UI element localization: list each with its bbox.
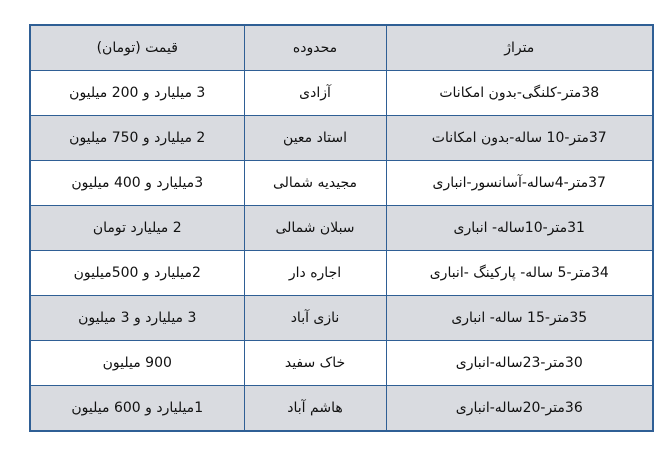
table-row xyxy=(30,206,653,251)
table-row xyxy=(30,296,653,341)
cell-gheymat: 3میلیارد و 400 میلیون xyxy=(30,161,244,206)
cell-mahdoode: مجیدیه شمالی xyxy=(244,161,386,206)
cell-metraj: 34متر-5 ساله- پارکینگ -انباری xyxy=(386,251,653,296)
cell-gheymat: 2 میلیارد تومان xyxy=(30,206,244,251)
cell-gheymat: 2 میلیارد و 750 میلیون xyxy=(30,116,244,161)
cell-metraj: 35متر-15 ساله- انباری xyxy=(386,296,653,341)
table-body xyxy=(30,71,653,432)
cell-gheymat: 900 میلیون xyxy=(30,341,244,386)
cell-mahdoode: سبلان شمالی xyxy=(244,206,386,251)
cell-metraj: 36متر-20ساله-انباری xyxy=(386,386,653,432)
cell-gheymat: 3 میلیارد و 3 میلیون xyxy=(30,296,244,341)
table-row xyxy=(30,71,653,116)
cell-mahdoode: آزادی xyxy=(244,71,386,116)
table-header xyxy=(30,25,653,71)
cell-mahdoode: خاک سفید xyxy=(244,341,386,386)
cell-gheymat: 2میلیارد و 500میلیون xyxy=(30,251,244,296)
header-mahdoode: محدوده xyxy=(244,25,386,71)
cell-mahdoode: استاد معین xyxy=(244,116,386,161)
cell-gheymat: 1میلیارد و 600 میلیون xyxy=(30,386,244,432)
table-row xyxy=(30,251,653,296)
cell-metraj: 31متر-10ساله- انباری xyxy=(386,206,653,251)
header-metraj: متراژ xyxy=(386,25,653,71)
table-row xyxy=(30,161,653,206)
cell-gheymat: 3 میلیارد و 200 میلیون xyxy=(30,71,244,116)
table-row xyxy=(30,116,653,161)
cell-mahdoode: اجاره دار xyxy=(244,251,386,296)
price-table xyxy=(29,24,654,432)
header-gheymat: قیمت (تومان) xyxy=(30,25,244,71)
cell-metraj: 38متر-کلنگی-بدون امکانات xyxy=(386,71,653,116)
price-table-container xyxy=(29,24,652,432)
cell-mahdoode: نازی آباد xyxy=(244,296,386,341)
cell-mahdoode: هاشم آباد xyxy=(244,386,386,432)
cell-metraj: 37متر-10 ساله-بدون امکانات xyxy=(386,116,653,161)
table-row xyxy=(30,341,653,386)
header-row xyxy=(30,25,653,71)
table-row xyxy=(30,386,653,432)
cell-metraj: 30متر-23ساله-انباری xyxy=(386,341,653,386)
cell-metraj: 37متر-4ساله-آسانسور-انباری xyxy=(386,161,653,206)
